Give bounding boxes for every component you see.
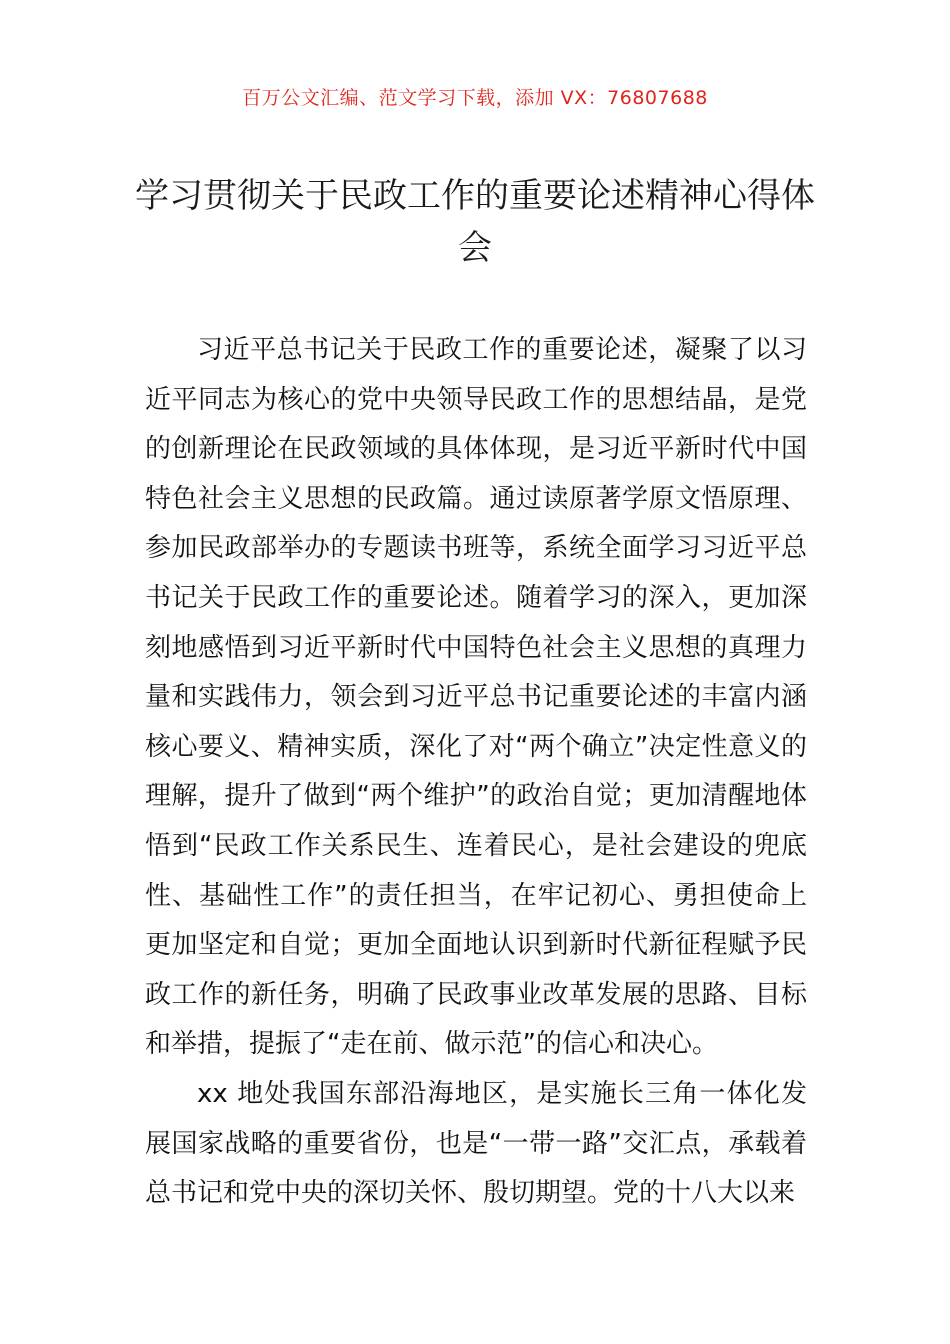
paragraph-2: xx 地处我国东部沿海地区，是实施长三角一体化发展国家战略的重要省份，也是“一带一路”交汇点，承载着总书记和党中央的深切关怀、殷切期望。党的十八大以来 xyxy=(145,1078,807,1209)
document-title: 学习贯彻关于民政工作的重要论述精神心得体会 xyxy=(135,176,815,268)
paragraph-1: 习近平总书记关于民政工作的重要论述，凝聚了以习近平同志为核心的党中央领导民政工作的思想结晶，是党的创新理论在民政领域的具体体现，是习近平新时代中国特色社会主义思想的民政篇。通过读原著学原文悟原理、参加民政部举办的专题读书班等，系统全面学习习近平总书记关于民政工作的重要论述。随着学习的深入，更加深刻地感悟到习近平新时代中国特色社会主义思想的真理力量和实践伟力，领会到习近平总书记重要论述的丰富内涵核心要义、精神实质，深化了对“两个确立”决定性意义的理解，提升了做到“两个维护”的政治自觉；更加清醒地体悟到“民政工作关系民生、连着民心，是社会建设的兜底性、基础性工作”的责任担当，在牢记初心、勇担使命上更加坚定和自觉；更加全面地认识到新时代新征程赋予民政工作的新任务，明确了民政事业改革发展的思路、目标和举措，提振了“走在前、做示范”的信心和决心。 xyxy=(145,335,807,1060)
promo-header: 百万公文汇编、范文学习下载，添加 VX：76807688 xyxy=(242,87,708,109)
document-body xyxy=(145,326,807,1219)
